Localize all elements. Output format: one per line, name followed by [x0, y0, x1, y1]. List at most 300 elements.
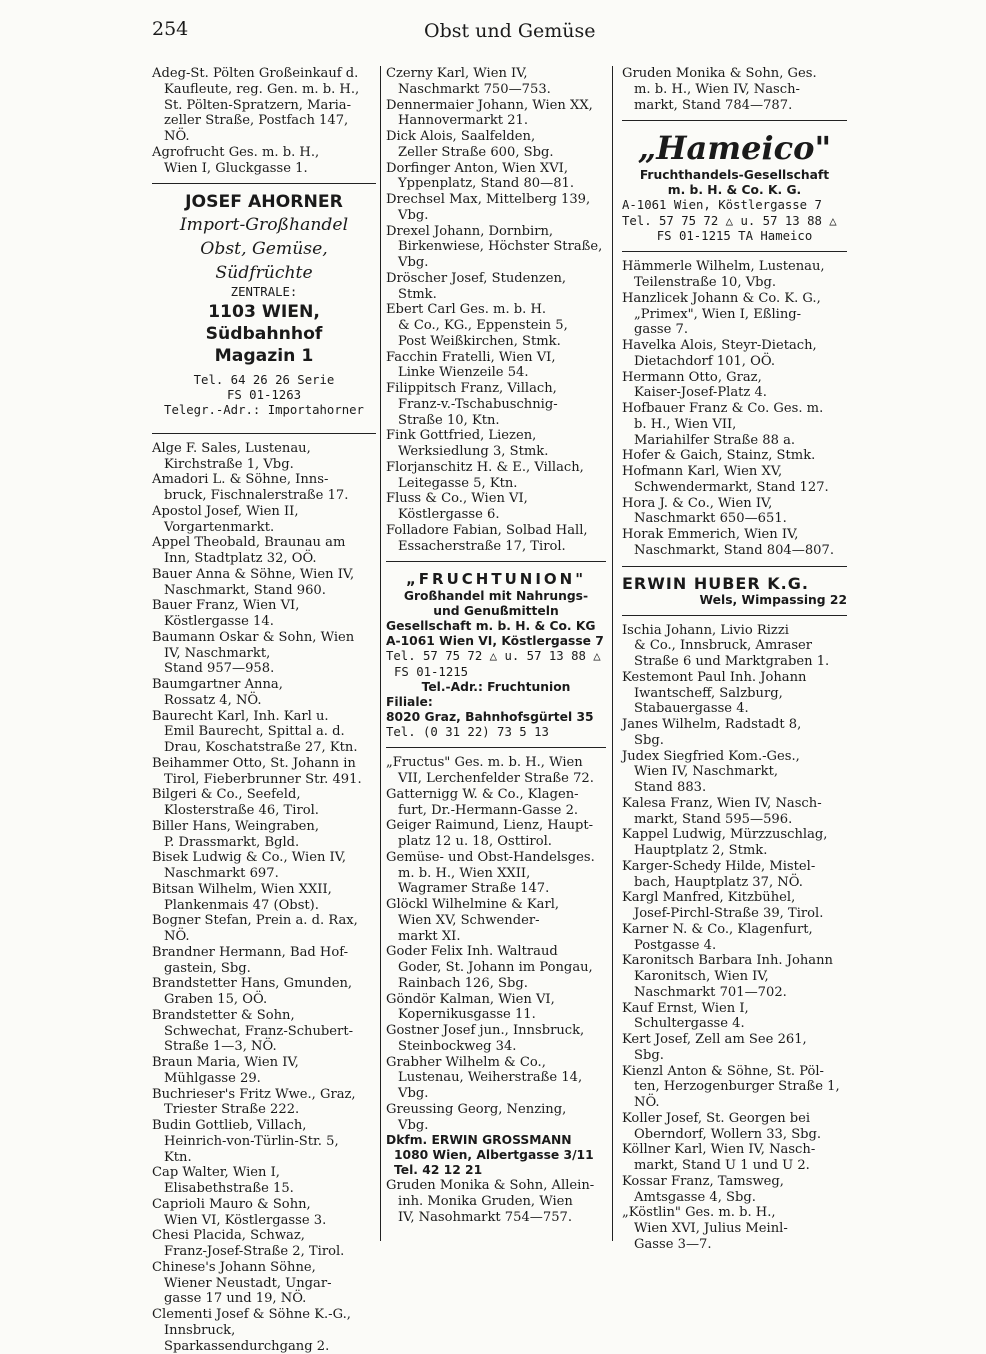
entry-address-line: Gasse 3—7.: [634, 1236, 712, 1252]
directory-entry: [622, 859, 847, 891]
column-1: [152, 66, 376, 1354]
entry-address-line: markt XI.: [398, 928, 461, 944]
page-title: Obst und Gemüse: [424, 20, 596, 42]
ad-line: Fruchthandels-Gesellschaft: [639, 168, 830, 183]
ad-place: Wels, Wimpassing 22: [699, 592, 847, 607]
entry-address-line: markt, Stand U 1 und U 2.: [634, 1158, 810, 1174]
directory-entry: [622, 370, 847, 402]
entry-address-line: Kaufleute, reg. Gen. m. b. H.,: [164, 81, 360, 97]
directory-entry: [622, 953, 847, 1000]
entry-address-line: Franz-Josef-Straße 2, Tirol.: [164, 1244, 345, 1260]
page-number: 254: [152, 18, 189, 40]
entry-address-line: Straße 1—3, NÖ.: [164, 1039, 277, 1055]
ad-line: Gesellschaft m. b. H. & Co. KG: [386, 619, 596, 634]
entry-name-line: „Köstlin" Ges. m. b. H.,: [622, 1205, 776, 1221]
entry-address-line: VII, Lerchenfelder Straße 72.: [398, 771, 594, 787]
entry-address-line: Yppenplatz, Stand 80—81.: [398, 176, 575, 192]
directory-entry: [152, 441, 376, 473]
directory-entry: [386, 98, 606, 130]
entry-address-line: Köstlergasse 6.: [398, 507, 500, 522]
entry-address-line: gastein, Sbg.: [164, 960, 251, 976]
ad-line: Großhandel mit Nahrungs-: [403, 589, 589, 604]
entry-name-line: Hermann Otto, Graz,: [622, 369, 762, 385]
column-3: [622, 66, 847, 1253]
directory-entry: [386, 523, 606, 555]
directory-entry: [386, 1055, 606, 1102]
entry-name-line: Geiger Raimund, Lienz, Haupt-: [386, 818, 594, 834]
entry-address-line: Goder, St. Johann im Pongau,: [398, 960, 593, 976]
directory-entry: [152, 945, 376, 977]
entry-address-line: bruck, Fischnalerstraße 17.: [164, 488, 349, 504]
entry-address-line: Heinrich-von-Türlin-Str. 5,: [164, 1133, 339, 1149]
entry-name-line: Kienzl Anton & Söhne, St. Pöl-: [622, 1063, 824, 1079]
entry-address-line: gasse 7.: [634, 322, 689, 338]
entry-address-line: Emil Baurecht, Spittal a. d.: [164, 724, 345, 740]
entry-address-line: Wien XVI, Julius Meinl-: [634, 1221, 788, 1237]
rule: [152, 433, 376, 434]
entry-name-line: Karger-Schedy Hilde, Mistel-: [622, 858, 816, 874]
directory-entry: [152, 66, 376, 145]
directory-entry: [386, 192, 606, 224]
rule: [386, 747, 606, 748]
entry-name-line: Bauer Franz, Wien VI,: [152, 598, 300, 614]
hameico-ad: [622, 128, 847, 244]
entry-name-line: Baurecht Karl, Inh. Karl u.: [152, 708, 329, 724]
directory-entry: [622, 1001, 847, 1033]
entry-name-line: Havelka Alois, Steyr-Dietach,: [622, 338, 817, 354]
entry-name-line: Chinese's Johann Söhne,: [152, 1259, 316, 1275]
entry-name-line: Bilgeri & Co., Seefeld,: [152, 787, 301, 803]
ad-fs: FS 01-1215: [394, 664, 469, 679]
entry-address-line: bach, Hauptplatz 37, NÖ.: [634, 874, 803, 890]
entry-name-line: Grabher Wilhelm & Co.,: [386, 1054, 546, 1070]
directory-entry: [152, 1055, 376, 1087]
entry-address-line: ten, Herzogenburger Straße 1,: [634, 1079, 840, 1095]
entry-address-line: m. b. H., Wien XXII,: [398, 865, 531, 881]
entry-name-line: Brandner Hermann, Bad Hof-: [152, 944, 349, 960]
entry-address-line: markt, Stand 595—596.: [634, 811, 793, 827]
entry-address-line: Zeller Straße 600, Sbg.: [398, 144, 554, 160]
entry-name-line: Beihammer Otto, St. Johann in: [152, 755, 356, 771]
rule: [622, 251, 847, 252]
directory-entry: [622, 259, 847, 291]
entry-name-line: Gruden Monika & Sohn, Allein-: [386, 1178, 595, 1194]
entry-name-line: Koller Josef, St. Georgen bei: [622, 1110, 811, 1126]
entry-name-line: Janes Wilhelm, Radstadt 8,: [622, 717, 802, 733]
directory-entry: [152, 1197, 376, 1229]
directory-entry: [386, 460, 606, 492]
directory-entry: [152, 787, 376, 819]
directory-entry: [152, 850, 376, 882]
column-divider: [612, 66, 613, 1241]
directory-entry: [152, 1118, 376, 1165]
entry-name-line: Bogner Stefan, Prein a. d. Rax,: [152, 913, 358, 929]
entry-name-line: Cap Walter, Wien I,: [152, 1165, 280, 1181]
entry-address-line: P. Drassmarkt, Bgld.: [164, 834, 300, 850]
entry-address-line: NÖ.: [634, 1095, 660, 1111]
entry-address-line: Straße 6 und Marktgraben 1.: [634, 654, 830, 670]
directory-entry: [152, 709, 376, 756]
entry-address-line: Straße 10, Ktn.: [398, 412, 500, 428]
directory-entry: [152, 1087, 376, 1119]
entry-address-line: Naschmarkt 750—753.: [398, 81, 551, 97]
entry-address-line: Karonitsch, Wien IV,: [634, 969, 769, 985]
entry-name-line: Baumgartner Anna,: [152, 677, 283, 693]
entry-name-line: Folladore Fabian, Solbad Hall,: [386, 522, 588, 538]
entry-name-line: Bitsan Wilhelm, Wien XXII,: [152, 881, 332, 897]
ad-tel: Tel. 64 26 26 Serie: [193, 372, 335, 387]
entry-address-line: Rossatz 4, NÖ.: [164, 692, 262, 708]
directory-entry: [152, 535, 376, 567]
directory-entry: [152, 145, 376, 177]
entry-name-line: Dennermaier Johann, Wien XX,: [386, 97, 593, 113]
entry-address-line: Vbg.: [398, 1086, 429, 1102]
ad-telegr: Telegr.-Adr.: Importahorner: [164, 403, 364, 418]
entry-address-line: Kirchstraße 1, Vbg.: [164, 456, 294, 472]
directory-entry: [152, 882, 376, 914]
entry-name-line: Caprioli Mauro & Sohn,: [152, 1196, 311, 1212]
ad-line: m. b. H. & Co. K. G.: [667, 183, 802, 198]
directory-entry: [386, 850, 606, 897]
entry-address-line: Tirol, Fieberbrunner Str. 491.: [164, 771, 362, 787]
ad-address: A-1061 Wien, Köstlergasse 7: [622, 198, 822, 213]
directory-entry: [622, 827, 847, 859]
ad-fs: FS 01-1263: [226, 388, 302, 403]
entry-address-line: Wien I, Gluckgasse 1.: [164, 160, 308, 176]
entry-address-line: & Co., KG., Eppenstein 5,: [398, 318, 568, 333]
directory-entry: [622, 749, 847, 796]
directory-entry: [386, 224, 606, 271]
entry-address-line: Hauptplatz 2, Stmk.: [634, 843, 768, 859]
entry-address-line: IV, Nasohmarkt 754—757.: [398, 1209, 573, 1225]
entry-name-line: Kappel Ludwig, Mürzzuschlag,: [622, 827, 828, 843]
entry-address-line: Klosterstraße 46, Tirol.: [164, 803, 319, 819]
entry-address-line: b. H., Wien VII,: [634, 416, 737, 432]
ad-line: Tel. 42 12 21: [394, 1163, 483, 1178]
directory-entry: [622, 401, 847, 448]
entry-address-line: Iwantscheff, Salzburg,: [634, 685, 783, 701]
rule: [152, 183, 376, 184]
entry-address-line: Naschmarkt 701—702.: [634, 984, 787, 1000]
ad-filiale: Filiale:: [386, 695, 433, 710]
entry-address-line: Vorgartenmarkt.: [164, 519, 275, 535]
column-2: [386, 66, 606, 1226]
entry-address-line: Josef-Pirchl-Straße 39, Tirol.: [634, 906, 824, 922]
entry-address-line: Birkenwiese, Höchster Straße,: [398, 239, 603, 255]
entry-address-line: Stmk.: [398, 286, 437, 302]
entry-name-line: Kauf Ernst, Wien I,: [622, 1000, 749, 1016]
entry-name-line: Biller Hans, Weingraben,: [152, 818, 319, 834]
entry-address-line: Sparkassendurchgang 2.: [164, 1338, 330, 1354]
entry-name-line: Fink Gottfried, Liezen,: [386, 428, 537, 444]
directory-entry: [386, 350, 606, 382]
ad-line: Obst, Gemüse, Südfrüchte: [200, 239, 328, 284]
entry-name-line: Gatternigg W. & Co., Klagen-: [386, 786, 579, 802]
entry-name-line: Hora J. & Co., Wien IV,: [622, 495, 773, 511]
entry-name-line: Alge F. Sales, Lustenau,: [152, 440, 311, 456]
entry-name-line: Horak Emmerich, Wien IV,: [622, 527, 799, 543]
entry-address-line: Kopernikusgasse 11.: [398, 1007, 536, 1023]
entry-address-line: & Co., Innsbruck, Amraser: [634, 638, 813, 654]
entry-name-line: Hofer & Gaich, Stainz, Stmk.: [622, 448, 816, 464]
entry-name-line: Kalesa Franz, Wien IV, Nasch-: [622, 795, 822, 811]
entry-name-line: Ebert Carl Ges. m. b. H.: [386, 302, 547, 318]
directory-entry: [152, 567, 376, 599]
directory-entry: [386, 161, 606, 193]
entry-address-line: Hannovermarkt 21.: [398, 113, 529, 129]
rule: [622, 566, 847, 567]
entry-address-line: Steinbockweg 34.: [398, 1038, 517, 1054]
entry-address-line: Stand 883.: [634, 780, 707, 796]
directory-entry: [386, 818, 606, 850]
entry-address-line: Schwendermarkt, Stand 127.: [634, 479, 829, 495]
directory-entry: [622, 1174, 847, 1206]
directory-entry: [386, 1023, 606, 1055]
entry-name-line: Karner N. & Co., Klagenfurt,: [622, 921, 813, 937]
directory-entry: [622, 1205, 847, 1252]
entry-address-line: Vbg.: [398, 1117, 429, 1133]
entry-address-line: Graben 15, OÖ.: [164, 992, 268, 1008]
directory-entry: [386, 491, 606, 523]
entry-address-line: „Primex", Wien I, Eßling-: [634, 306, 802, 322]
entry-address-line: markt, Stand 784—787.: [634, 97, 793, 113]
ad-name: ERWIN HUBER K.G.: [622, 573, 809, 593]
entry-address-line: gasse 17 und 19, NÖ.: [164, 1291, 307, 1307]
grossmann-ad: [386, 1133, 606, 1178]
ad-line: Import-Großhandel: [179, 215, 349, 236]
fruchtunion-ad: [386, 569, 606, 740]
entry-address-line: Mühlgasse 29.: [164, 1070, 261, 1086]
entry-address-line: Kaiser-Josef-Platz 4.: [634, 385, 767, 401]
directory-entry: [622, 890, 847, 922]
entry-address-line: Schwechat, Franz-Schubert-: [164, 1023, 354, 1039]
directory-entry: [152, 677, 376, 709]
entry-name-line: Kargl Manfred, Kitzbühel,: [622, 890, 796, 906]
directory-entry: [622, 1111, 847, 1143]
entry-address-line: Triester Straße 222.: [164, 1102, 300, 1118]
entry-address-line: St. Pölten-Spratzern, Maria-: [164, 97, 352, 113]
huber-ad: [622, 574, 847, 608]
directory-entry: [152, 630, 376, 677]
entry-address-line: zeller Straße, Postfach 147,: [164, 113, 349, 129]
directory-entry: [622, 623, 847, 670]
directory-entry: [152, 756, 376, 788]
ad-filiale-address: 8020 Graz, Bahnhofsgürtel 35: [386, 710, 594, 725]
directory-entry: [386, 66, 606, 98]
entry-address-line: Wien XV, Schwender-: [398, 912, 540, 928]
entry-address-line: Naschmarkt, Stand 960.: [164, 582, 326, 598]
directory-entry: [386, 1102, 606, 1134]
entry-address-line: Wien VI, Köstlergasse 3.: [164, 1212, 327, 1228]
directory-entry: [152, 1008, 376, 1055]
entry-address-line: Mariahilfer Straße 88 a.: [634, 432, 796, 448]
entry-address-line: Innsbruck,: [164, 1322, 236, 1338]
entry-address-line: furt, Dr.-Hermann-Gasse 2.: [398, 802, 579, 818]
entry-address-line: Sbg.: [634, 732, 664, 748]
directory-entry: [386, 381, 606, 428]
entry-address-line: Vbg.: [398, 207, 429, 223]
entry-name-line: Brandstetter & Sohn,: [152, 1007, 295, 1023]
entry-name-line: Agrofrucht Ges. m. b. H.,: [152, 144, 320, 160]
entry-address-line: Oberndorf, Wollern 33, Sbg.: [634, 1126, 822, 1142]
directory-entry: [386, 897, 606, 944]
entry-address-line: Ktn.: [164, 1149, 192, 1165]
entry-address-line: Naschmarkt 697.: [164, 866, 279, 882]
entry-name-line: Braun Maria, Wien IV,: [152, 1055, 299, 1071]
entry-name-line: Filippitsch Franz, Villach,: [386, 381, 557, 396]
directory-entry: [622, 338, 847, 370]
ad-address: A-1061 Wien VI, Köstlergasse 7: [386, 634, 604, 649]
entry-address-line: inh. Monika Gruden, Wien: [398, 1194, 573, 1210]
directory-entry: [152, 504, 376, 536]
entry-name-line: Hämmerle Wilhelm, Lustenau,: [622, 259, 825, 275]
entry-address-line: Drau, Koschatstraße 27, Ktn.: [164, 740, 358, 756]
directory-entry: [152, 1260, 376, 1307]
ad-telegr: Tel.-Adr.: Fruchtunion: [421, 680, 571, 695]
entry-name-line: Kestemont Paul Inh. Johann: [622, 669, 807, 685]
entry-name-line: Bisek Ludwig & Co., Wien IV,: [152, 850, 347, 866]
entry-address-line: Wiener Neustadt, Ungar-: [164, 1275, 332, 1291]
entry-name-line: Kert Josef, Zell am See 261,: [622, 1032, 807, 1048]
entry-address-line: Naschmarkt 650—651.: [634, 511, 787, 527]
entry-name-line: Fluss & Co., Wien VI,: [386, 491, 528, 507]
entry-name-line: Hofbauer Franz & Co. Ges. m.: [622, 401, 824, 417]
directory-entry: [152, 819, 376, 851]
entry-address-line: Inn, Stadtplatz 32, OÖ.: [164, 551, 317, 567]
directory-entry: [622, 291, 847, 338]
entry-address-line: Vbg.: [398, 255, 429, 270]
entry-name-line: Amadori L. & Söhne, Inns-: [152, 472, 329, 488]
entry-name-line: Gemüse- und Obst-Handelsges.: [386, 849, 595, 865]
entry-name-line: Dick Alois, Saalfelden,: [386, 129, 536, 144]
entry-address-line: Linke Wienzeile 54.: [398, 365, 529, 381]
directory-entry: [386, 428, 606, 460]
entry-address-line: Wagramer Straße 147.: [398, 881, 550, 897]
entry-address-line: Teilenstraße 10, Vbg.: [634, 275, 777, 291]
rule: [622, 120, 847, 121]
directory-entry: [622, 796, 847, 828]
directory-entry: [152, 1165, 376, 1197]
directory-entry: [622, 1142, 847, 1174]
entry-name-line: Budin Gottlieb, Villach,: [152, 1118, 307, 1134]
entry-address-line: Stand 957—958.: [164, 661, 275, 677]
entry-address-line: Naschmarkt, Stand 804—807.: [634, 542, 835, 558]
entry-name-line: Drechsel Max, Mittelberg 139,: [386, 192, 591, 207]
entry-address-line: Schultergasse 4.: [634, 1016, 745, 1032]
entry-address-line: Elisabethstraße 15.: [164, 1181, 294, 1197]
entry-name-line: Drexel Johann, Dornbirn,: [386, 223, 554, 239]
entry-name-line: Gruden Monika & Sohn, Ges.: [622, 66, 817, 81]
entry-name-line: Köllner Karl, Wien IV, Nasch-: [622, 1142, 816, 1158]
rule: [386, 561, 606, 562]
entry-name-line: Brandstetter Hans, Gmunden,: [152, 976, 353, 992]
entry-address-line: m. b. H., Wien IV, Nasch-: [634, 81, 800, 97]
entry-name-line: Facchin Fratelli, Wien VI,: [386, 349, 556, 365]
entry-name-line: Dröscher Josef, Studenzen,: [386, 270, 567, 286]
directory-entry: [622, 448, 847, 464]
directory-entry: [386, 271, 606, 303]
entry-name-line: Goder Felix Inh. Waltraud: [386, 944, 558, 960]
entry-address-line: Post Weißkirchen, Stmk.: [398, 333, 561, 349]
ad-zentrale: ZENTRALE:: [230, 285, 298, 300]
entry-name-line: Baumann Oskar & Sohn, Wien: [152, 629, 355, 645]
entry-name-line: Adeg-St. Pölten Großeinkauf d.: [152, 66, 359, 81]
entry-name-line: Apostol Josef, Wien II,: [152, 503, 299, 519]
entry-address-line: Leitegasse 5, Ktn.: [398, 475, 518, 491]
entry-name-line: Florjanschitz H. & E., Villach,: [386, 459, 584, 475]
directory-entry: [622, 717, 847, 749]
directory-entry: [152, 472, 376, 504]
entry-address-line: IV, Naschmarkt,: [164, 645, 271, 661]
entry-name-line: Dorfinger Anton, Wien XVI,: [386, 160, 569, 176]
ad-address: Magazin 1: [214, 345, 314, 366]
directory-entry: [386, 302, 606, 349]
entry-address-line: Dietachdorf 101, OÖ.: [634, 353, 775, 369]
hameico-logo: „Hameico": [637, 129, 832, 168]
entry-address-line: Amtsgasse 4, Sbg.: [634, 1189, 756, 1205]
directory-entry: [622, 527, 847, 559]
entry-name-line: Hofmann Karl, Wien XV,: [622, 464, 783, 480]
entry-name-line: „Fructus" Ges. m. b. H., Wien: [386, 755, 583, 771]
directory-entry: [622, 922, 847, 954]
entry-name-line: Bauer Anna & Söhne, Wien IV,: [152, 566, 355, 582]
directory-entry: [386, 944, 606, 991]
entry-name-line: Karonitsch Barbara Inh. Johann: [622, 953, 833, 969]
entry-address-line: Rainbach 126, Sbg.: [398, 975, 528, 991]
ad-tel: Tel. 57 75 72 △ u. 57 13 88 △: [622, 213, 837, 228]
entry-address-line: Essacherstraße 17, Tirol.: [398, 538, 566, 554]
ad-address: 1103 WIEN, Südbahnhof: [205, 301, 323, 344]
directory-entry: [152, 976, 376, 1008]
entry-name-line: Hanzlicek Johann & Co. K. G.,: [622, 290, 821, 306]
directory-entry: [152, 1307, 376, 1354]
entry-name-line: Glöckl Wilhelmine & Karl,: [386, 897, 560, 913]
ad-tel: Tel. 57 75 72 △ u. 57 13 88 △: [386, 649, 601, 664]
entry-address-line: Sbg.: [634, 1047, 664, 1063]
directory-entry: [152, 913, 376, 945]
directory-entry: [386, 129, 606, 161]
directory-entry: [386, 787, 606, 819]
entry-address-line: Werksiedlung 3, Stmk.: [398, 444, 549, 459]
entry-address-line: platz 12 u. 18, Osttirol.: [398, 834, 552, 850]
entry-address-line: Lustenau, Weiherstraße 14,: [398, 1070, 583, 1086]
entry-address-line: Stabauergasse 4.: [634, 701, 749, 717]
ahorner-ad: [152, 191, 376, 419]
directory-entry: [622, 1064, 847, 1111]
entry-address-line: Wien IV, Naschmarkt,: [634, 764, 779, 780]
ad-line: und Genußmitteln: [433, 604, 559, 619]
entry-name-line: Greussing Georg, Nenzing,: [386, 1101, 567, 1117]
entry-name-line: Judex Siegfried Kom.-Ges.,: [622, 748, 800, 764]
entry-address-line: NÖ.: [164, 929, 190, 945]
rule: [622, 615, 847, 616]
column-divider: [380, 66, 381, 1241]
entry-name-line: Buchrieser's Fritz Wwe., Graz,: [152, 1086, 356, 1102]
directory-entry: [622, 464, 847, 496]
ad-line: 1080 Wien, Albertgasse 3/11: [394, 1148, 594, 1163]
entry-name-line: Göndör Kalman, Wien VI,: [386, 991, 555, 1007]
entry-name-line: Appel Theobald, Braunau am: [152, 535, 346, 551]
ad-line: Dkfm. ERWIN GROSSMANN: [386, 1133, 572, 1148]
entry-name-line: Clementi Josef & Söhne K.-G.,: [152, 1307, 351, 1323]
entry-name-line: Ischia Johann, Livio Rizzi: [622, 622, 789, 638]
ad-fs: FS 01-1215 TA Hameico: [656, 229, 813, 244]
directory-entry: [622, 66, 847, 113]
directory-entry: [622, 670, 847, 717]
directory-entry: [386, 992, 606, 1024]
entry-name-line: Gostner Josef jun., Innsbruck,: [386, 1023, 585, 1039]
directory-entry: [386, 755, 606, 787]
